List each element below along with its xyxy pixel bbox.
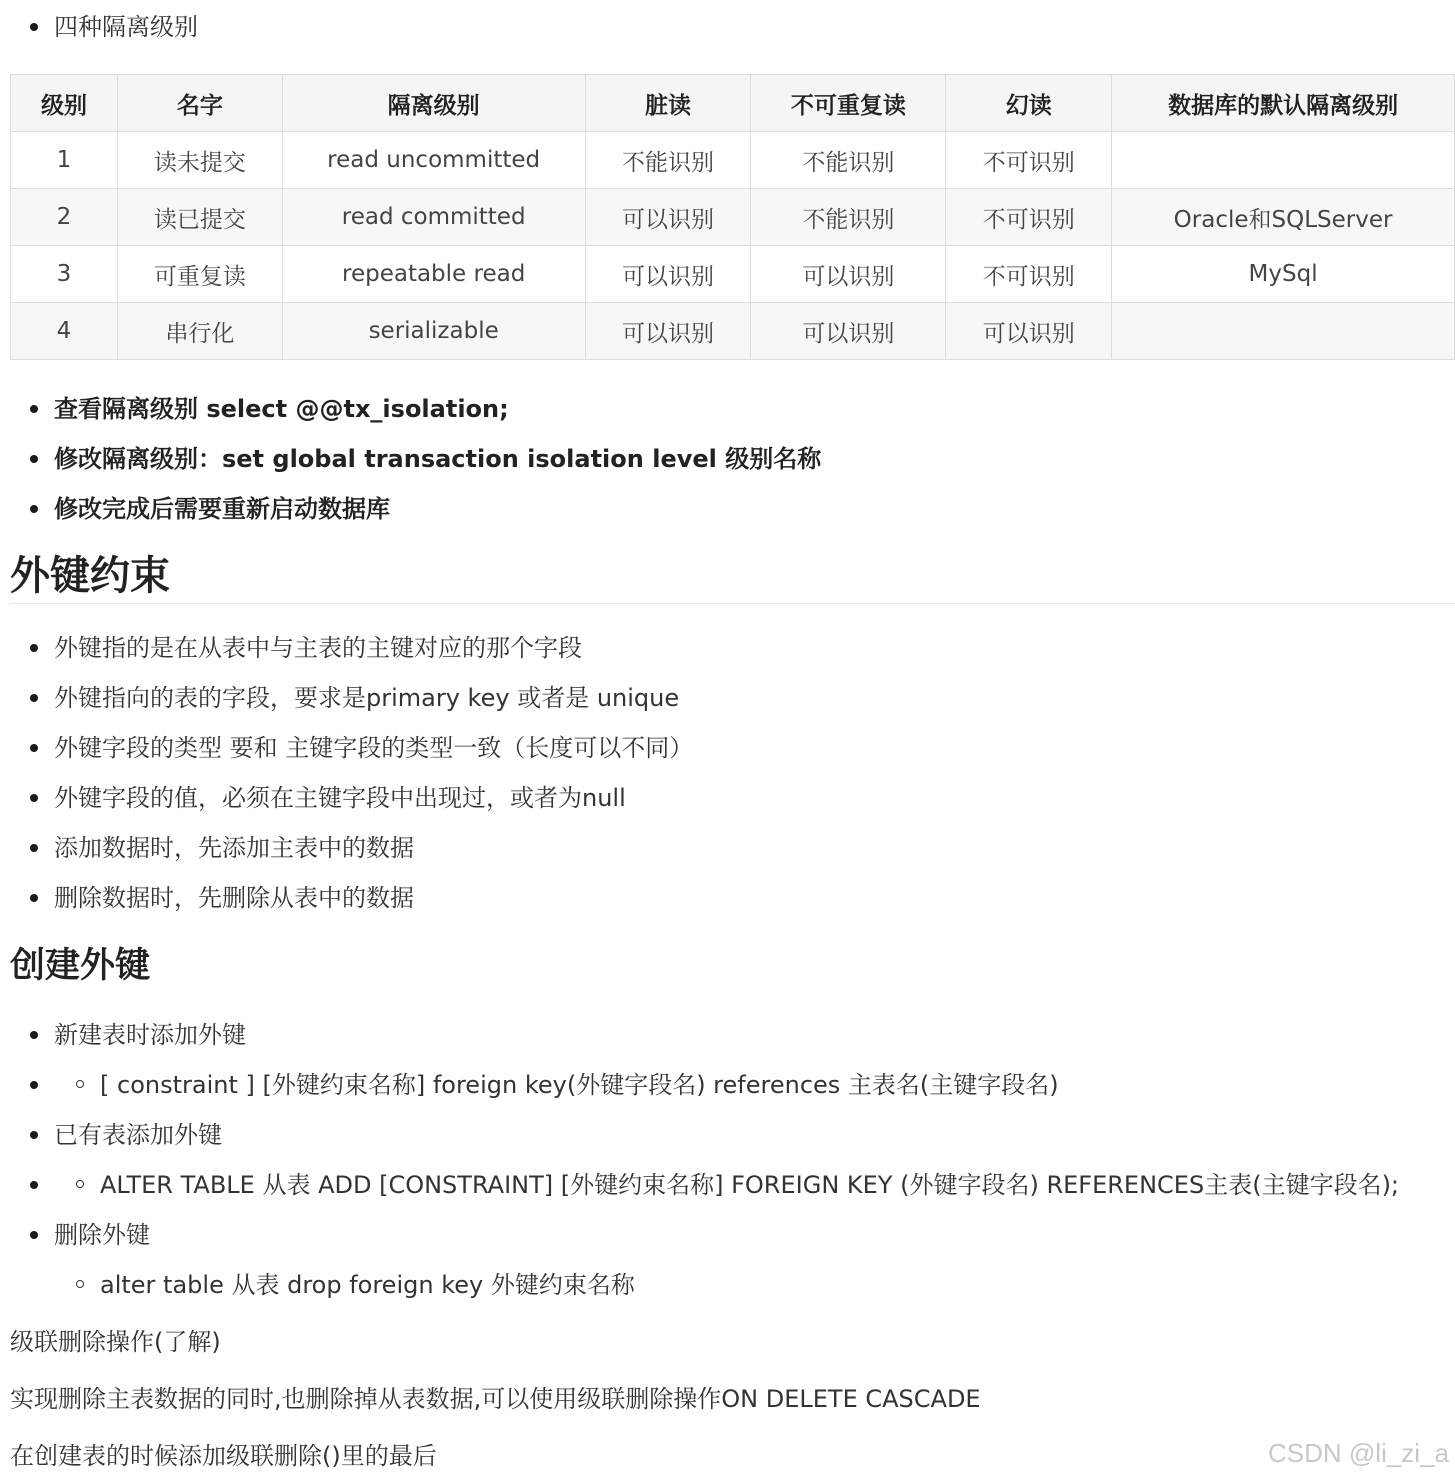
list-item: 新建表时添加外键 [0, 1010, 1455, 1060]
list-item-nested: alter table 从表 drop foreign key 外键约束名称 [0, 1260, 1455, 1310]
table-cell: 可以识别 [751, 303, 946, 360]
table-header-cell: 隔离级别 [282, 75, 585, 132]
list-item-nested: ALTER TABLE 从表 ADD [CONSTRAINT] [外键约束名称] FOREIGN KEY (外键字段名) REFERENCES主表(主键字段名); [0, 1160, 1455, 1210]
table-cell: 3 [11, 246, 118, 303]
list-item: 外键指向的表的字段，要求是primary key 或者是 unique [0, 673, 1455, 723]
csdn-watermark: CSDN @li_zi_a [1268, 1438, 1449, 1468]
list-item: 修改隔离级别：set global transaction isolation level 级别名称 [0, 434, 1455, 484]
list-item: 查看隔离级别 select @@tx_isolation; [0, 384, 1455, 434]
table-cell: MySql [1112, 246, 1455, 303]
intro-list [0, 2, 1455, 52]
list-item-nested: [ constraint ] [外键约束名称] foreign key(外键字段名) references 主表名(主键字段名) [0, 1060, 1455, 1110]
table-cell: 读未提交 [117, 132, 282, 189]
isolation-commands-list [0, 384, 1455, 534]
list-item: 四种隔离级别 [0, 2, 1455, 52]
section-heading-foreign-key: 外键约束 [10, 553, 170, 599]
table-cell: 串行化 [117, 303, 282, 360]
table-cell: 不可识别 [946, 132, 1112, 189]
table-cell: 可以识别 [946, 303, 1112, 360]
table-cell: 不能识别 [751, 132, 946, 189]
table-cell: Oracle和SQLServer [1112, 189, 1455, 246]
heading-divider [10, 603, 1455, 604]
create-foreign-key-list [0, 1010, 1455, 1310]
table-cell: 可重复读 [117, 246, 282, 303]
foreign-key-list [0, 623, 1455, 923]
table-header-cell: 数据库的默认隔离级别 [1112, 75, 1455, 132]
list-item: 外键字段的值，必须在主键字段中出现过，或者为null [0, 773, 1455, 823]
table-header-cell: 名字 [117, 75, 282, 132]
list-item: 已有表添加外键 [0, 1110, 1455, 1160]
table-cell: 不可识别 [946, 189, 1112, 246]
table-cell [1112, 303, 1455, 360]
table-cell: 1 [11, 132, 118, 189]
section-heading-create-foreign-key: 创建外键 [10, 946, 151, 986]
list-item: 外键字段的类型 要和 主键字段的类型一致（长度可以不同） [0, 723, 1455, 773]
list-item: 删除数据时，先删除从表中的数据 [0, 873, 1455, 923]
table-cell: 不能识别 [585, 132, 751, 189]
table-header-cell: 脏读 [585, 75, 751, 132]
table-row [11, 303, 1455, 360]
table-cell: read committed [282, 189, 585, 246]
table-row [11, 246, 1455, 303]
table-cell: 可以识别 [585, 189, 751, 246]
table-header-row [11, 75, 1455, 132]
table-cell: 不可识别 [946, 246, 1112, 303]
table-row [11, 189, 1455, 246]
list-item: 修改完成后需要重新启动数据库 [0, 484, 1455, 534]
table-cell: 4 [11, 303, 118, 360]
table-cell: 可以识别 [751, 246, 946, 303]
table-header-cell: 不可重复读 [751, 75, 946, 132]
table-cell: 2 [11, 189, 118, 246]
table-cell: 可以识别 [585, 303, 751, 360]
table-cell: 不能识别 [751, 189, 946, 246]
isolation-level-table [10, 74, 1455, 360]
table-cell: read uncommitted [282, 132, 585, 189]
list-item: 添加数据时，先添加主表中的数据 [0, 823, 1455, 873]
table-cell: serializable [282, 303, 585, 360]
paragraph: 级联删除操作(了解) [10, 1328, 221, 1356]
table-cell [1112, 132, 1455, 189]
table-cell: 读已提交 [117, 189, 282, 246]
paragraph: 实现删除主表数据的同时,也删除掉从表数据,可以使用级联删除操作ON DELETE CASCADE [10, 1385, 981, 1413]
table-header-cell: 级别 [11, 75, 118, 132]
table-cell: repeatable read [282, 246, 585, 303]
paragraph: 在创建表的时候添加级联删除()里的最后 [10, 1442, 437, 1470]
table-row [11, 132, 1455, 189]
table-header-cell: 幻读 [946, 75, 1112, 132]
list-item: 删除外键 [0, 1210, 1455, 1260]
list-item: 外键指的是在从表中与主表的主键对应的那个字段 [0, 623, 1455, 673]
table-cell: 可以识别 [585, 246, 751, 303]
